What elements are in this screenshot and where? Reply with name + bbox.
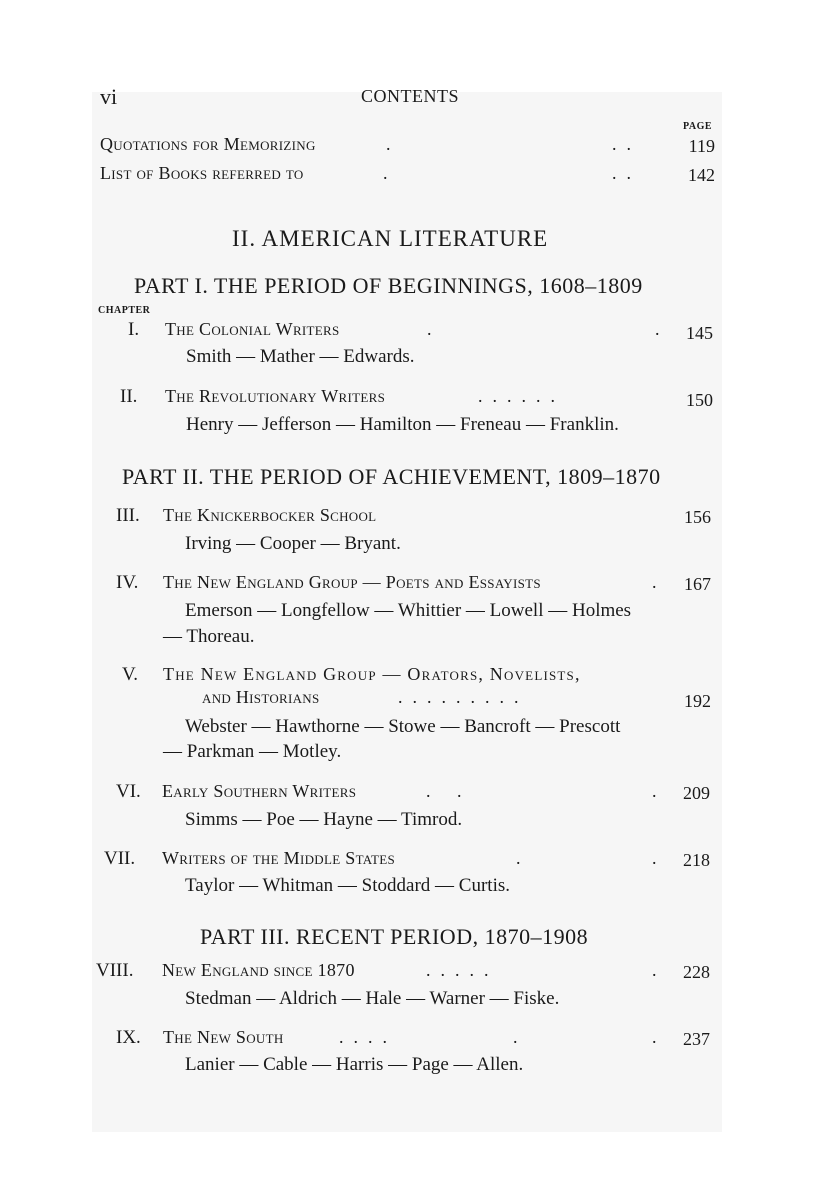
- chapter-number: V.: [122, 664, 139, 685]
- chapter-title: The Colonial Writers: [165, 319, 340, 339]
- leader-dots: .: [426, 781, 441, 801]
- leader-dots: .........: [398, 687, 529, 707]
- leader-dots: .: [386, 134, 401, 154]
- chapter-title: The Knickerbocker School: [163, 505, 377, 525]
- chapter-page: 228: [683, 962, 710, 982]
- chapter-page: 145: [686, 323, 713, 343]
- chapter-title: The Revolutionary Writers: [165, 386, 386, 406]
- chapter-authors: — Thoreau.: [163, 626, 255, 647]
- chapter-authors: Emerson — Longfellow — Whittier — Lowell — Holmes: [185, 600, 632, 621]
- toc-entry-page: 119: [688, 136, 715, 156]
- leader-dots: ......: [478, 386, 565, 406]
- leader-dots: .: [427, 319, 442, 339]
- leader-dots: .: [457, 781, 472, 801]
- leader-dots: .: [652, 781, 667, 801]
- part-heading: PART I. THE PERIOD OF BEGINNINGS, 1608–1809: [134, 273, 643, 298]
- leader-dots: .....: [426, 960, 499, 980]
- chapter-authors: Simms — Poe — Hayne — Timrod.: [185, 809, 463, 830]
- leader-dots: .: [513, 1027, 528, 1047]
- chapter-number: I.: [128, 319, 140, 340]
- page-folio: vi: [100, 84, 118, 109]
- chapter-title: The New South: [163, 1027, 284, 1047]
- chapter-page: 150: [686, 390, 713, 410]
- leader-dots: .: [652, 960, 667, 980]
- chapter-page: 167: [684, 574, 711, 594]
- chapter-authors: Henry — Jefferson — Hamilton — Freneau — Franklin.: [186, 414, 619, 435]
- chapter-number: IV.: [116, 572, 139, 593]
- leader-dots: .: [652, 572, 667, 592]
- leader-dots: .: [516, 848, 531, 868]
- chapter-column-label: CHAPTER: [98, 305, 151, 316]
- page-column-label: PAGE: [683, 121, 713, 132]
- chapter-authors: Stedman — Aldrich — Hale — Warner — Fiske.: [185, 988, 560, 1009]
- chapter-title: The New England Group — Poets and Essayists: [163, 572, 541, 592]
- toc-entry-page: 142: [688, 165, 715, 185]
- chapter-authors: Taylor — Whitman — Stoddard — Curtis.: [185, 875, 510, 896]
- chapter-page: 218: [683, 850, 710, 870]
- chapter-authors: Lanier — Cable — Harris — Page — Allen.: [185, 1054, 524, 1075]
- leader-dots: ..: [612, 163, 641, 183]
- chapter-title: New England since 1870: [162, 960, 355, 980]
- chapter-number: II.: [120, 386, 138, 407]
- part-heading: PART III. RECENT PERIOD, 1870–1908: [200, 924, 589, 949]
- leader-dots: ..: [612, 134, 641, 154]
- chapter-title: Writers of the Middle States: [162, 848, 396, 868]
- leader-dots: .: [652, 848, 667, 868]
- section-title: II. AMERICAN LITERATURE: [232, 226, 549, 251]
- chapter-number: VIII.: [96, 960, 134, 981]
- part-heading: PART II. THE PERIOD OF ACHIEVEMENT, 1809–1870: [122, 464, 661, 489]
- toc-entry-title: Quotations for Memorizing: [100, 134, 316, 154]
- chapter-authors: — Parkman — Motley.: [163, 741, 342, 762]
- chapter-authors: Smith — Mather — Edwards.: [186, 346, 415, 367]
- chapter-authors: Irving — Cooper — Bryant.: [185, 533, 401, 554]
- toc-entry-title: List of Books referred to: [100, 163, 304, 183]
- leader-dots: .: [383, 163, 398, 183]
- chapter-page: 192: [684, 691, 711, 711]
- chapter-page: 209: [683, 783, 710, 803]
- chapter-title: Early Southern Writers: [162, 781, 357, 801]
- running-head: CONTENTS: [361, 86, 459, 106]
- chapter-number: III.: [116, 505, 140, 526]
- chapter-title: The New England Group — Orators, Novelists,: [163, 664, 581, 684]
- chapter-number: VI.: [116, 781, 141, 802]
- chapter-number: IX.: [116, 1027, 141, 1048]
- chapter-authors: Webster — Hawthorne — Stowe — Bancroft — Prescott: [185, 716, 621, 737]
- chapter-page: 237: [683, 1029, 710, 1049]
- chapter-title-continued: and Historians: [202, 687, 320, 707]
- leader-dots: ....: [339, 1027, 397, 1047]
- leader-dots: .: [652, 1027, 667, 1047]
- leader-dots: .: [655, 319, 670, 339]
- chapter-number: VII.: [104, 848, 136, 869]
- chapter-page: 156: [684, 507, 711, 527]
